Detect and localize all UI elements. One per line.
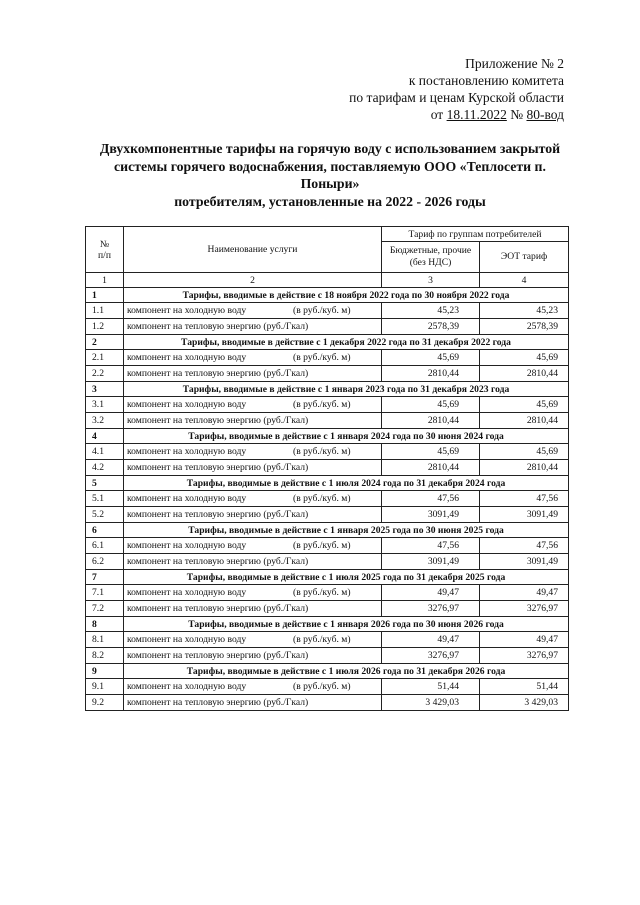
budget-tariff-value: 2578,39 [382,319,480,335]
eot-tariff-value: 47,56 [480,491,569,507]
eot-tariff-value: 45,69 [480,350,569,366]
section-title: Тарифы, вводимые в действие с 1 января 2023 года по 31 декабря 2023 года [124,382,569,397]
service-name: компонент на холодную воду [127,446,247,457]
budget-tariff-value: 45,69 [382,444,480,460]
budget-tariff-value: 47,56 [382,538,480,554]
service-cell [124,413,382,429]
eot-tariff-value: 3276,97 [480,601,569,617]
column-number: 1 [86,273,124,288]
section-number: 7 [86,570,124,585]
table-row [86,507,569,523]
section-row [86,664,569,679]
appendix-line-3: по тарифам и ценам Курской области [349,90,564,105]
table-row [86,413,569,429]
appendix-line-2: к постановлению комитета [408,73,564,88]
row-number: 1.1 [86,303,124,319]
service-name: компонент на тепловую энергию (руб./Гкал) [127,603,309,614]
row-number: 3.1 [86,397,124,413]
row-number: 6.2 [86,554,124,570]
table-row [86,648,569,664]
service-name: компонент на тепловую энергию (руб./Гкал) [127,368,309,379]
table-row [86,632,569,648]
resolution-date: 18.11.2022 [446,107,507,122]
row-number: 5.2 [86,507,124,523]
budget-tariff-value: 45,23 [382,303,480,319]
budget-tariff-value: 2810,44 [382,366,480,382]
section-number: 4 [86,429,124,444]
service-name: компонент на тепловую энергию (руб./Гкал) [127,650,309,661]
eot-tariff-value: 45,23 [480,303,569,319]
table-row [86,601,569,617]
row-number: 8.2 [86,648,124,664]
service-cell [124,507,382,523]
row-number: 2.2 [86,366,124,382]
header-tariff-groups: Тариф по группам потребителей [382,227,569,242]
eot-tariff-value: 3091,49 [480,554,569,570]
header-eot: ЭОТ тариф [480,242,569,273]
document-title [70,140,590,210]
row-number: 5.1 [86,491,124,507]
row-number: 1.2 [86,319,124,335]
title-line-2: системы горячего водоснабжения, поставляемую ООО «Теплосети п. [114,158,546,174]
service-cell [124,397,382,413]
service-cell [124,366,382,382]
service-name: компонент на холодную воду [127,399,247,410]
row-number: 4.1 [86,444,124,460]
table-row [86,397,569,413]
eot-tariff-value: 3276,97 [480,648,569,664]
column-number: 3 [382,273,480,288]
table-row [86,350,569,366]
table-row [86,303,569,319]
service-unit: (в руб./куб. м) [293,399,351,410]
section-row [86,523,569,538]
service-cell [124,538,382,554]
service-unit: (в руб./куб. м) [293,587,351,598]
eot-tariff-value: 49,47 [480,585,569,601]
service-cell [124,648,382,664]
budget-tariff-value: 3091,49 [382,507,480,523]
budget-tariff-value: 3276,97 [382,648,480,664]
row-number: 9.2 [86,695,124,711]
row-number: 7.2 [86,601,124,617]
service-name: компонент на холодную воду [127,493,247,504]
section-row [86,617,569,632]
header-service: Наименование услуги [124,227,382,273]
budget-tariff-value: 3091,49 [382,554,480,570]
service-name: компонент на холодную воду [127,305,247,316]
column-number: 4 [480,273,569,288]
service-unit: (в руб./куб. м) [293,446,351,457]
eot-tariff-value: 2578,39 [480,319,569,335]
section-title: Тарифы, вводимые в действие с 1 января 2026 года по 30 июня 2026 года [124,617,569,632]
service-name: компонент на холодную воду [127,587,247,598]
eot-tariff-value: 3 429,03 [480,695,569,711]
section-title: Тарифы, вводимые в действие с 1 июля 2025 года по 31 декабря 2025 года [124,570,569,585]
table-row [86,366,569,382]
service-name: компонент на тепловую энергию (руб./Гкал) [127,321,309,332]
service-name: компонент на холодную воду [127,352,247,363]
section-title: Тарифы, вводимые в действие с 1 января 2024 года по 30 июня 2024 года [124,429,569,444]
section-row [86,570,569,585]
row-number: 6.1 [86,538,124,554]
section-row [86,288,569,303]
tariff-table [85,226,569,711]
section-number: 1 [86,288,124,303]
section-row [86,382,569,397]
header-vat-note: (без НДС) [409,257,452,268]
budget-tariff-value: 49,47 [382,632,480,648]
service-cell [124,601,382,617]
service-cell [124,350,382,366]
title-line-4: потребителям, установленные на 2022 - 2026 годы [174,193,486,209]
service-unit: (в руб./куб. м) [293,634,351,645]
table-row [86,554,569,570]
table-row [86,679,569,695]
table-row [86,319,569,335]
service-name: компонент на тепловую энергию (руб./Гкал) [127,509,309,520]
header-budget [382,242,480,273]
service-cell [124,303,382,319]
section-row [86,476,569,491]
title-line-1: Двухкомпонентные тарифы на горячую воду с использованием закрытой [99,141,561,156]
eot-tariff-value: 2810,44 [480,460,569,476]
service-unit: (в руб./куб. м) [293,540,351,551]
eot-tariff-value: 3091,49 [480,507,569,523]
service-cell [124,632,382,648]
number-prefix: № [506,107,527,122]
service-cell [124,444,382,460]
table-row [86,695,569,711]
service-cell [124,491,382,507]
date-prefix: от [430,107,447,122]
eot-tariff-value: 45,69 [480,397,569,413]
eot-tariff-value: 45,69 [480,444,569,460]
table-row [86,460,569,476]
row-number: 2.1 [86,350,124,366]
row-number: 4.2 [86,460,124,476]
section-number: 5 [86,476,124,491]
eot-tariff-value: 2810,44 [480,413,569,429]
column-number: 2 [124,273,382,288]
service-unit: (в руб./куб. м) [293,305,351,316]
title-line-3: Поныри» [300,176,360,191]
service-unit: (в руб./куб. м) [293,352,351,363]
section-title: Тарифы, вводимые в действие с 1 января 2025 года по 30 июня 2025 года [124,523,569,538]
service-cell [124,554,382,570]
budget-tariff-value: 45,69 [382,350,480,366]
service-name: компонент на холодную воду [127,634,247,645]
table-row [86,538,569,554]
eot-tariff-value: 49,47 [480,632,569,648]
header-budget-label: Бюджетные, прочие [389,245,472,256]
section-row [86,335,569,350]
row-number: 3.2 [86,413,124,429]
appendix-date-line [304,106,564,123]
table-row [86,585,569,601]
service-name: компонент на тепловую энергию (руб./Гкал) [127,697,309,708]
section-number: 6 [86,523,124,538]
section-number: 3 [86,382,124,397]
appendix-line-1: Приложение № 2 [465,56,564,71]
service-cell [124,460,382,476]
section-title: Тарифы, вводимые в действие с 1 декабря 2022 года по 31 декабря 2022 года [124,335,569,350]
service-cell [124,319,382,335]
eot-tariff-value: 2810,44 [480,366,569,382]
section-number: 2 [86,335,124,350]
budget-tariff-value: 51,44 [382,679,480,695]
service-name: компонент на холодную воду [127,540,247,551]
budget-tariff-value: 49,47 [382,585,480,601]
budget-tariff-value: 47,56 [382,491,480,507]
table-row [86,444,569,460]
section-title: Тарифы, вводимые в действие с 1 июля 2024 года по 31 декабря 2024 года [124,476,569,491]
row-number: 9.1 [86,679,124,695]
section-title: Тарифы, вводимые в действие с 18 ноября 2022 года по 30 ноября 2022 года [124,288,569,303]
budget-tariff-value: 45,69 [382,397,480,413]
budget-tariff-value: 2810,44 [382,460,480,476]
table-row [86,491,569,507]
resolution-number: 80-вод [526,107,564,122]
column-number-row [86,273,569,288]
eot-tariff-value: 51,44 [480,679,569,695]
service-name: компонент на тепловую энергию (руб./Гкал) [127,462,309,473]
appendix-header [304,55,564,123]
service-cell [124,585,382,601]
service-cell [124,695,382,711]
service-unit: (в руб./куб. м) [293,681,351,692]
row-number: 7.1 [86,585,124,601]
header-num-symbol: № [99,238,110,250]
service-cell [124,679,382,695]
service-name: компонент на тепловую энергию (руб./Гкал) [127,556,309,567]
budget-tariff-value: 2810,44 [382,413,480,429]
header-pp: п/п [98,249,111,261]
section-number: 8 [86,617,124,632]
section-number: 9 [86,664,124,679]
budget-tariff-value: 3 429,03 [382,695,480,711]
section-title: Тарифы, вводимые в действие с 1 июля 2026 года по 31 декабря 2026 года [124,664,569,679]
eot-tariff-value: 47,56 [480,538,569,554]
service-name: компонент на тепловую энергию (руб./Гкал) [127,415,309,426]
service-name: компонент на холодную воду [127,681,247,692]
header-number [86,227,124,273]
service-unit: (в руб./куб. м) [293,493,351,504]
section-row [86,429,569,444]
row-number: 8.1 [86,632,124,648]
budget-tariff-value: 3276,97 [382,601,480,617]
